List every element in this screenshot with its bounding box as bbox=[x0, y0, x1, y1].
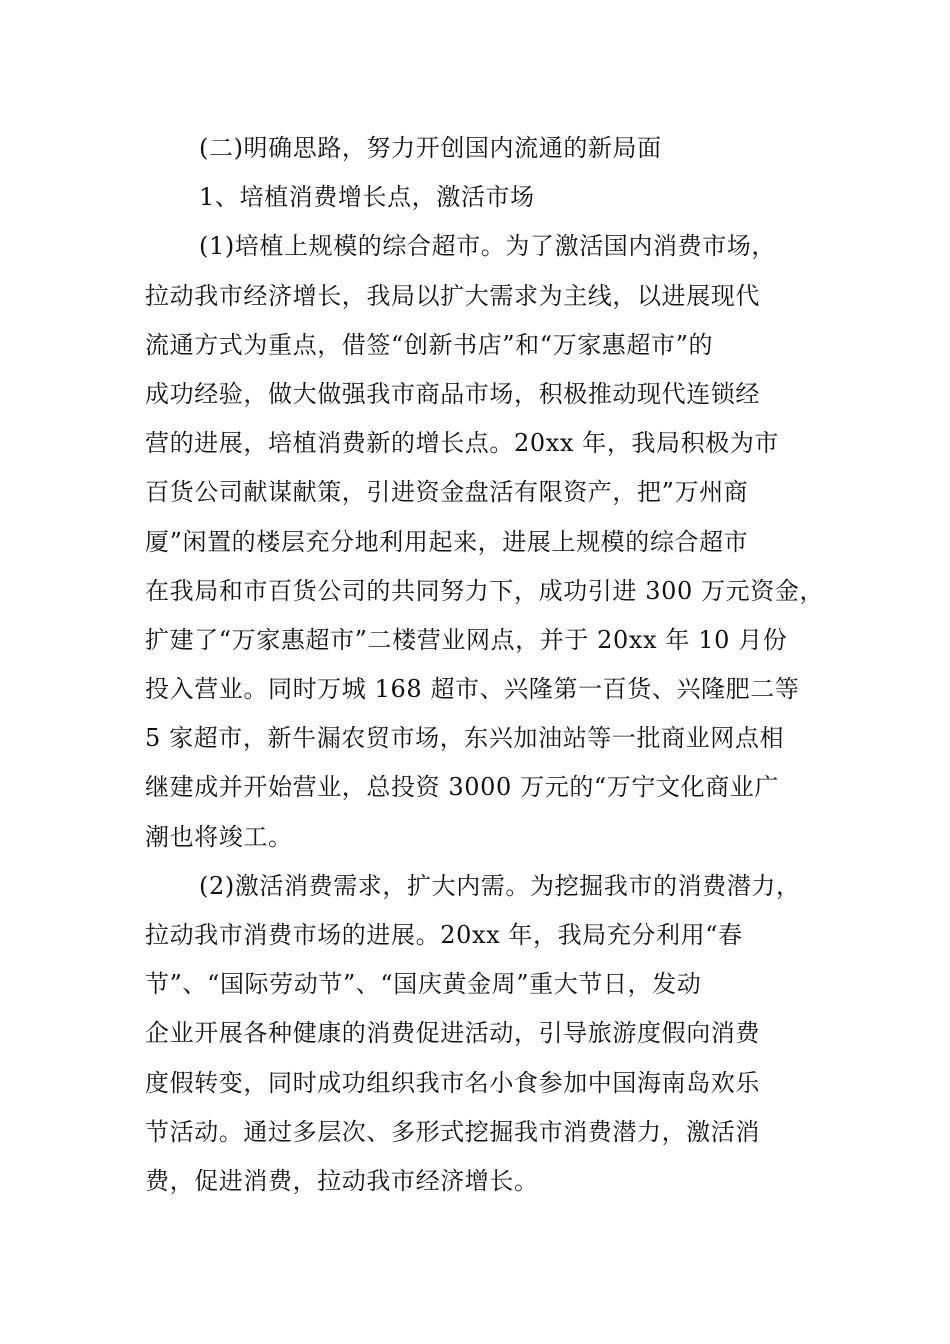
paragraph-line: 在我局和市百货公司的共同努力下，成功引进 300 万元资金， bbox=[145, 576, 825, 605]
paragraph-line: 营的进展，培植消费新的增长点。20xx 年，我局积极为市 bbox=[145, 429, 780, 458]
paragraph-line: 5 家超市，新牛漏农贸市场，东兴加油站等一批商业网点相 bbox=[145, 724, 785, 753]
paragraph-line: 流通方式为重点，借签“创新书店”和“万家惠超市”的 bbox=[145, 330, 714, 359]
paragraph-line: 厦”闲置的楼层充分地利用起来，进展上规模的综合超市 bbox=[145, 527, 749, 556]
paragraph-line: 拉动我市经济增长，我局以扩大需求为主线，以进展现代 bbox=[145, 281, 760, 310]
paragraph-line: 继建成并开始营业，总投资 3000 万元的“万宁文化商业广 bbox=[145, 773, 780, 802]
paragraph-line: 拉动我市消费市场的进展。20xx 年，我局充分利用“春 bbox=[145, 921, 743, 949]
subheading: 1、培植消费增长点，激活市场 bbox=[199, 183, 535, 212]
paragraph-line: 度假转变，同时成功组织我市名小食参加中国海南岛欢乐 bbox=[145, 1068, 760, 1097]
section-heading: (二)明确思路，努力开创国内流通的新局面 bbox=[199, 134, 662, 162]
paragraph-2 bbox=[145, 862, 825, 1206]
paragraph-line: 节活动。通过多层次、多形式挖掘我市消费潜力，激活消 bbox=[145, 1117, 760, 1146]
paragraph-line: 投入营业。同时万城 168 超市、兴隆第一百货、兴隆肥二等 bbox=[145, 675, 800, 704]
paragraph-line: (1)培植上规模的综合超市。为了激活国内消费市场， bbox=[199, 232, 776, 261]
paragraph-line: 百货公司献谋献策，引进资金盘活有限资产，把”万州商 bbox=[145, 478, 749, 507]
paragraph-line: 节”、“国际劳动节”、“国庆黄金周”重大节日，发动 bbox=[145, 970, 702, 999]
paragraph-line: 企业开展各种健康的消费促进活动，引导旅游度假向消费 bbox=[145, 1019, 760, 1048]
document-body bbox=[145, 124, 825, 1206]
paragraph-line: 潮也将竣工。 bbox=[145, 822, 293, 851]
paragraph-line: (2)激活消费需求，扩大内需。为挖掘我市的消费潜力， bbox=[199, 871, 801, 900]
paragraph-line: 扩建了“万家惠超市”二楼营业网点，并于 20xx 年 10 月份 bbox=[145, 625, 788, 654]
paragraph-1 bbox=[145, 222, 825, 861]
paragraph-line: 成功经验，做大做强我市商品市场，积极推动现代连锁经 bbox=[145, 379, 760, 408]
paragraph-line: 费，促进消费，拉动我市经济增长。 bbox=[145, 1166, 539, 1195]
